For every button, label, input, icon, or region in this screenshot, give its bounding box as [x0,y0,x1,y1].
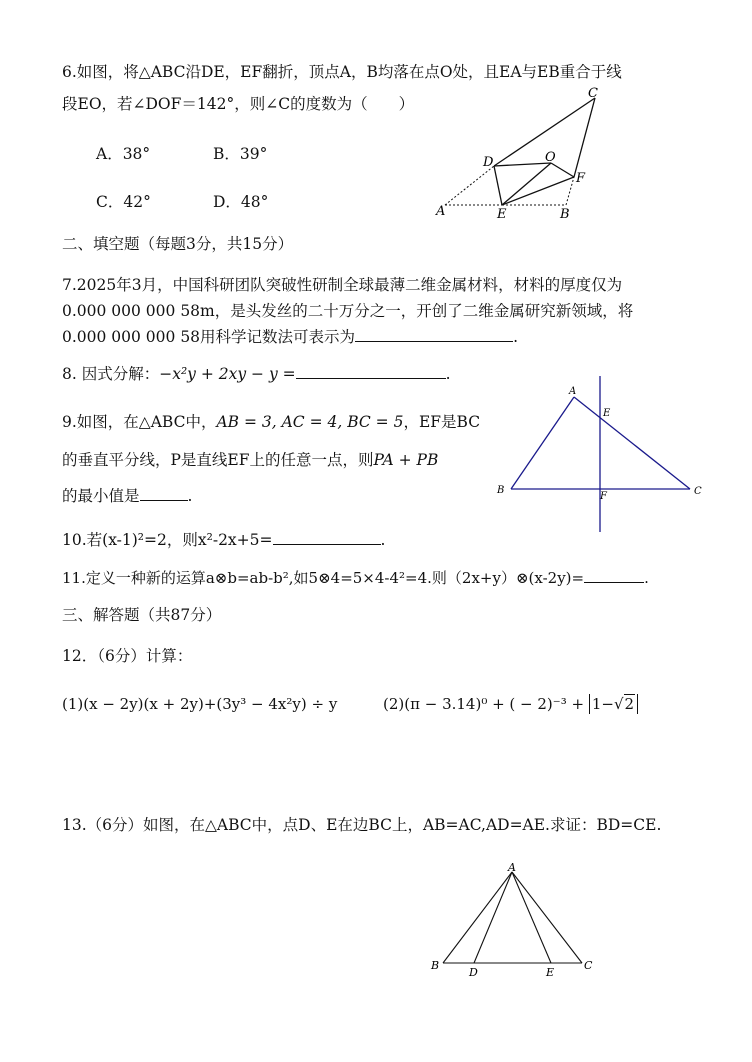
q9-label-b: B [497,485,505,496]
q12-part1: (1)(x − 2y)(x + 2y)+(3y³ − 4x²y) ÷ y [62,695,338,713]
q9-label-f: F [600,491,607,502]
q9-line3-prefix: 的最小值是 [62,487,140,505]
q6-option-c: C．42° [96,193,151,211]
q6-option-a: A．38° [96,145,151,163]
q7-line1: 7.2025年3月，中国科研团队突破性研制全球最薄二维金属材料，材料的厚度仅为 [62,276,623,294]
q9-line2-math: PA + PB [373,451,439,469]
q9-fig-line-AC [574,397,690,489]
q6-option-d: D．48° [213,193,269,211]
q6-line2: 段EO，若∠DOF＝142°，则∠C的度数为（ ） [62,95,415,113]
q9-line1-suffix: ，EF是BC [403,413,481,431]
q12-title: 12．（6分）计算： [62,647,193,665]
q6-label-a: A [436,204,446,219]
q6-label-f: F [576,171,586,186]
q6-fig-line-OF [551,163,574,177]
section3-heading: 三、解答题（共87分） [62,606,222,624]
q9-line1 [62,412,480,432]
q6-fig-line-EO [502,163,551,205]
q13-label-c: C [584,959,593,972]
q6-fig-line-DE [494,166,502,205]
q10-end: . [380,531,386,549]
q9-line1-math: AB = 3, AC = 4, BC = 5 [216,413,404,431]
q7-end: . [513,328,518,346]
q13-fig-line-AD [474,872,512,963]
q6-fig-line-EF [502,177,574,205]
q9-end: . [187,487,193,505]
q9-answer-blank[interactable] [140,486,188,501]
q13-label-b: B [431,959,440,972]
q13-label-d: D [469,966,478,979]
q7-answer-blank[interactable] [355,327,513,342]
q6-figure [430,84,620,224]
q6-line1: 6.如图，将△ABC沿DE，EF翻折，顶点A，B均落在点O处，且EA与EB重合于线 [62,63,622,81]
q9-line3 [62,486,192,506]
q13-fig-line-AC [512,872,582,963]
sqrt-icon: √ [613,695,624,713]
q6-label-o: O [545,150,556,165]
q10-text: 10.若(x-1)²=2，则x²-2x+5= [62,531,273,549]
q11-line [62,568,649,588]
q6-label-d: D [483,155,494,170]
q11-answer-blank[interactable] [584,568,644,583]
q11-end: . [644,569,649,587]
q9-line1-prefix: 9.如图，在△ABC中， [62,413,217,431]
q9-line2 [62,450,438,470]
q8-line [62,364,451,384]
q10-line [62,530,385,550]
q6-fig-line-AD [445,166,494,205]
q9-label-e: E [603,408,611,419]
section2-heading: 二、填空题（每题3分，共15分） [62,235,294,253]
q12-abs-a: 1− [591,695,614,713]
q9-fig-line-AB [511,397,574,489]
q12-part2-prefix: (2)(π − 3.14)⁰ + ( − 2)⁻³ + [383,695,589,713]
q7-line3-text: 0.000 000 000 58用科学记数法可表示为 [62,328,356,346]
q7-line2: 0.000 000 000 58m，是头发丝的二十万分之一，开创了二维金属研究新领域，将 [62,302,634,320]
q11-text: 11.定义一种新的运算a⊗b=ab-b²,如5⊗4=5×4-4²=4.则（2x+y）⊗(x-2y)= [62,569,585,587]
q13-label-a: A [508,861,516,874]
q13-figure [428,862,598,980]
q13-text: 13.（6分）如图，在△ABC中，点D、E在边BC上，AB=AC,AD=AE.求证：BD=CE. [62,816,662,834]
q8-answer-blank[interactable] [296,364,446,379]
q6-fig-line-DO [494,163,551,166]
q8-end: . [445,365,451,383]
q9-figure [490,372,710,538]
q8-prefix: 8. 因式分解： [62,365,160,383]
q12-abs-value [589,694,638,714]
q8-expression: −x²y + 2xy − y = [159,365,296,383]
q6-label-b: B [560,207,570,222]
q9-line2-prefix: 的垂直平分线，P是直线EF上的任意一点，则 [62,451,374,469]
q6-fig-line-FB [566,177,574,205]
q9-label-a: A [569,386,577,397]
q7-line3 [62,327,518,347]
q10-answer-blank[interactable] [273,530,381,545]
q12-abs-root: 2 [624,695,635,713]
q13-fig-line-AB [443,872,512,963]
q6-option-b: B．39° [213,145,268,163]
q13-fig-line-AE [512,872,551,963]
q12-part2 [383,694,638,714]
q6-label-c: C [588,86,598,101]
q9-label-c: C [694,486,702,497]
q6-label-e: E [497,207,507,222]
q13-label-e: E [546,966,555,979]
